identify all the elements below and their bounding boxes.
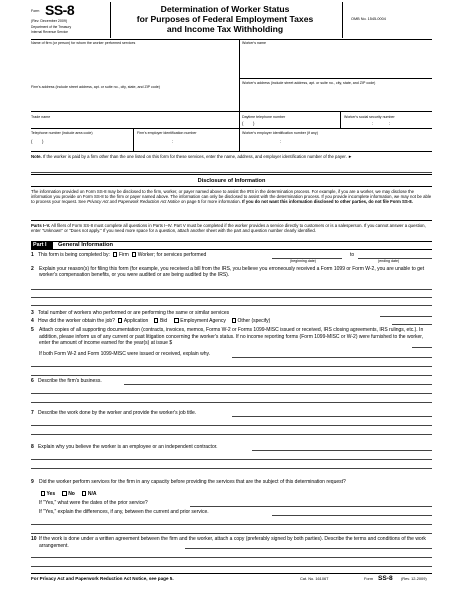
- answer-line[interactable]: [31, 566, 432, 567]
- answer-line[interactable]: [31, 524, 432, 525]
- answer-line[interactable]: [232, 416, 432, 417]
- question-number: 6: [31, 378, 34, 384]
- trade-name-input[interactable]: [31, 120, 236, 128]
- disclosure-text-mid: on page 5 for more information.: [180, 199, 241, 205]
- revision-date: (Rev. December 2009): [31, 19, 68, 23]
- answer-line[interactable]: [190, 506, 432, 507]
- question-3: [31, 310, 411, 316]
- answer-line[interactable]: [31, 533, 432, 534]
- section-rule: [31, 174, 432, 175]
- question-5: [31, 327, 432, 347]
- question-number: 4: [31, 318, 34, 324]
- part-rule: [31, 249, 432, 250]
- other-checkbox[interactable]: [232, 318, 237, 323]
- question-text: Describe the work done by the worker and provide the worker's job title.: [37, 410, 197, 416]
- payer-input-line[interactable]: [31, 172, 432, 173]
- footer-form-label: Form: [364, 576, 374, 581]
- answer-line[interactable]: [185, 548, 432, 549]
- na-label: N/A: [87, 491, 97, 497]
- disclosure-heading: Disclosure of Information: [197, 178, 266, 184]
- worker-count-input[interactable]: [380, 316, 432, 317]
- question-2: [31, 266, 432, 278]
- yes-checkbox[interactable]: [41, 491, 46, 496]
- agency-line-1: Department of the Treasury: [31, 25, 72, 29]
- question-number: 3: [31, 310, 34, 316]
- question-number: 9: [31, 479, 34, 485]
- omb-number: OMB No. 1545-0004: [351, 17, 386, 21]
- answer-line[interactable]: [31, 375, 432, 376]
- catalog-number: Cat. No. 16106T: [300, 576, 329, 581]
- worker-name-label: Worker's name: [242, 41, 266, 45]
- firm-name-input[interactable]: [31, 46, 236, 78]
- grid-divider-center: [239, 39, 240, 151]
- application-checkbox[interactable]: [118, 318, 123, 323]
- phone-input[interactable]: ( ): [31, 139, 44, 144]
- worker-address-input[interactable]: [242, 90, 432, 110]
- worker-ein-input[interactable]: :: [280, 139, 282, 144]
- disclosure-text: The information provided on Form SS-8 may be disclosed to the firm, worker, or payer named above to assist the IRS in the determination process. For example, if you are a worker, we may disclose the information you provide on Form SS-8 to the firm or payer named above. The information can only be disclosed to assist with the determination process. If you provide incomplete information, we may not be able to process your request. See: [31, 189, 432, 205]
- answer-line[interactable]: [31, 434, 432, 435]
- no-label: No: [68, 491, 75, 497]
- bid-label: Bid: [159, 318, 168, 324]
- bid-checkbox[interactable]: [154, 318, 159, 323]
- question-8: [31, 444, 218, 450]
- answer-line[interactable]: [31, 366, 432, 367]
- firm-address-input[interactable]: [31, 90, 236, 110]
- daytime-phone-input[interactable]: ( ): [242, 121, 255, 126]
- answer-line[interactable]: [31, 402, 432, 403]
- form-title-2: for Purposes of Federal Employment Taxes: [136, 14, 314, 24]
- note-label: Note.: [31, 154, 42, 159]
- answer-line[interactable]: [272, 515, 432, 516]
- disclosure-privacy-ref: Privacy Act and Paperwork Reduction Act Notice: [87, 199, 180, 205]
- question-number: 7: [31, 410, 34, 416]
- agency-label: Employment Agency: [180, 318, 226, 324]
- question-text: Explain why you believe the worker is an employee or an independent contractor.: [37, 444, 218, 450]
- answer-line[interactable]: [31, 459, 432, 460]
- question-9a: If "Yes," what were the dates of the prior service?: [39, 500, 148, 506]
- answer-line[interactable]: [31, 557, 432, 558]
- worker-ssn-label: Worker's social security number: [344, 115, 395, 119]
- part-title: General Information: [58, 241, 114, 248]
- disclosure-warning: If you do not want this information disclosed to other parties, do not file Form SS-8.: [242, 199, 413, 205]
- question-7: [31, 410, 196, 416]
- firm-ein-input[interactable]: :: [172, 139, 174, 144]
- parts-label: Parts I–V.: [31, 223, 51, 228]
- other-specify-input[interactable]: [392, 324, 432, 325]
- grid-divider: [340, 111, 341, 128]
- worker-option-label: Worker; for services performed: [137, 252, 207, 258]
- question-text: Total number of workers who performed or are performing the same or similar services: [37, 310, 230, 316]
- begin-date-caption: (beginning date): [290, 259, 316, 263]
- question-number: 2: [31, 266, 34, 272]
- na-checkbox[interactable]: [82, 491, 87, 496]
- grid-rule: [31, 128, 432, 129]
- note-text: If the worker is paid by a firm other than the one listed on this form for these services, enter the name, address, and employer identification number of the payer. ►: [42, 154, 353, 159]
- worker-ein-label: Worker's employer identification number (if any): [242, 131, 318, 135]
- footer-rule: [31, 573, 432, 574]
- grid-rule: [239, 78, 432, 79]
- part-label: Part I: [31, 242, 53, 249]
- to-label: to: [350, 252, 355, 258]
- no-checkbox[interactable]: [62, 491, 67, 496]
- daytime-phone-label: Daytime telephone number: [242, 115, 286, 119]
- firm-checkbox[interactable]: [113, 252, 118, 257]
- header-divider-right: [342, 2, 343, 38]
- worker-name-input[interactable]: [242, 46, 432, 78]
- form-title-3: and Income Tax Withholding: [166, 24, 284, 34]
- question-text: Did the worker perform services for the firm in any capacity before providing the services that are the subject of this determination request?: [39, 479, 346, 485]
- question-number: 5: [31, 327, 34, 333]
- agency-line-2: Internal Revenue Service: [31, 29, 69, 34]
- disclosure-paragraph: [31, 189, 432, 205]
- payer-note: [31, 154, 432, 159]
- question-text: If the work is done under a written agreement between the firm and the worker, attach a copy (preferably signed by both parties). Describe the terms and conditions of the work arrangement.: [39, 536, 426, 549]
- question-number: 10: [31, 536, 37, 542]
- answer-line[interactable]: [232, 357, 432, 358]
- privacy-notice: For Privacy Act and Paperwork Reduction Act Notice, see page 5.: [31, 576, 174, 581]
- income-amount-input[interactable]: [412, 347, 432, 348]
- form-number: SS-8: [45, 2, 75, 18]
- answer-line[interactable]: [31, 297, 432, 298]
- other-label: Other (specify): [237, 318, 271, 324]
- question-9: [31, 479, 432, 485]
- question-4: [31, 318, 432, 324]
- header-rule: [31, 39, 432, 40]
- parts-text: All filers of Form SS-8 must complete all questions in Parts I–IV. Part V must be completed if the worker provides a service directly to customers or is a salesperson. If you cannot answer a question, enter "Unknown" or "Does not apply." If you need more space for a question, attach another sheet with the part and question number clearly identified.: [31, 223, 426, 234]
- question-number: 1: [31, 252, 34, 258]
- answer-line[interactable]: [31, 425, 432, 426]
- yes-label: Yes: [46, 491, 56, 497]
- parts-instructions: [31, 223, 432, 233]
- form-title-1: Determination of Worker Status: [160, 4, 290, 14]
- worker-ssn-input[interactable]: : :: [372, 121, 390, 126]
- phone-label: Telephone number (include area code): [31, 131, 93, 135]
- firm-name-label: Name of firm (or person) for whom the worker performed services: [31, 41, 136, 45]
- answer-line[interactable]: [31, 393, 432, 394]
- section-rule: [31, 186, 432, 187]
- worker-address-label: Worker's address (include street address, apt. or suite no., city, state, and ZIP code): [242, 81, 376, 85]
- application-label: Application: [123, 318, 149, 324]
- answer-line[interactable]: [252, 450, 432, 451]
- question-6: [31, 378, 102, 384]
- question-9b: If "Yes," explain the differences, if any, between the current and prior service.: [39, 509, 209, 515]
- firm-option-label: Firm: [118, 252, 129, 258]
- question-text: Explain your reason(s) for filing this form (for example, you received a bill from the IRS, you believe you erroneously received a Form 1099 or Form W-2, you are unable to get worker's compensation benefits, or you were audited or are being audited by the IRS).: [39, 266, 425, 278]
- question-text: How did the worker obtain the job?: [37, 318, 115, 324]
- question-5b: If both Form W-2 and Form 1099-MISC were issued or received, explain why.: [39, 351, 210, 357]
- answer-line[interactable]: [124, 384, 432, 385]
- firm-ein-label: Firm's employer identification number: [137, 131, 197, 135]
- grid-rule: [31, 151, 432, 152]
- section-rule: [31, 220, 432, 221]
- grid-rule: [31, 111, 432, 112]
- answer-line[interactable]: [31, 289, 432, 290]
- question-text: Describe the firm's business.: [37, 378, 102, 384]
- answer-line[interactable]: [31, 305, 432, 306]
- worker-checkbox[interactable]: [132, 252, 137, 257]
- answer-line[interactable]: [31, 468, 432, 469]
- footer-form-number: SS-8: [378, 574, 393, 582]
- question-number: 8: [31, 444, 34, 450]
- end-date-caption: (ending date): [378, 259, 400, 263]
- trade-name-label: Trade name: [31, 115, 51, 119]
- agency-checkbox[interactable]: [174, 318, 179, 323]
- prior-service-options: [39, 491, 97, 497]
- form-label: Form: [31, 9, 40, 13]
- question-text: Attach copies of all supporting documentation (contracts, invoices, memos, Forms W-2 or Forms 1099-MISC issued or received, IRS closing agreements, IRS rulings, etc.). In addition, please inform us of any current or past litigation concerning the worker's status. If no income reporting forms (Form 1099-MISC or W-2) were furnished to the worker, enter the amount of income earned for the year(s) at issue $: [39, 327, 424, 347]
- grid-divider: [133, 128, 134, 151]
- firm-address-label: Firm's address (include street address, apt. or suite no., city, state, and ZIP code): [31, 85, 160, 89]
- question-text: This form is being completed by:: [37, 252, 110, 258]
- footer-revision: (Rev. 12-2009): [401, 576, 427, 581]
